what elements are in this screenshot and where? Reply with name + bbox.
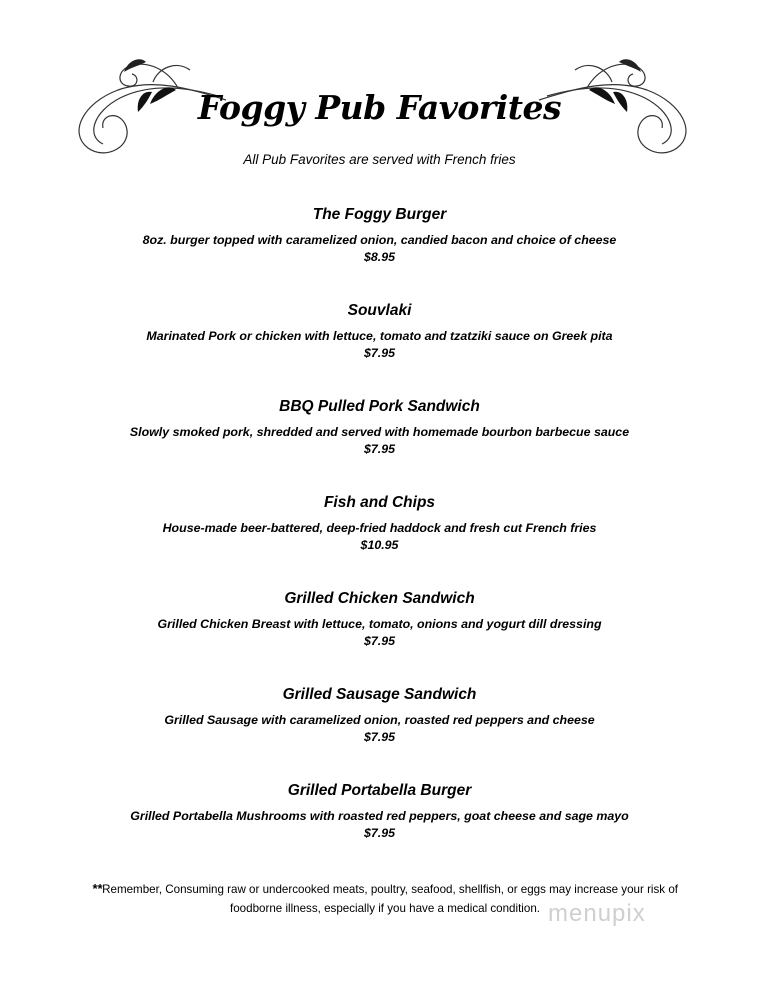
menu-subtitle: All Pub Favorites are served with French fries bbox=[243, 152, 516, 167]
item-name: Grilled Portabella Burger bbox=[287, 782, 472, 799]
menu-item bbox=[0, 204, 759, 300]
menu-title: Foggy Pub Favorites bbox=[197, 88, 562, 127]
notice-line-1: Remember, Consuming raw or undercooked meats, poultry, seafood, shellfish, or eggs may increase your risk of bbox=[102, 883, 678, 896]
item-description: Grilled Portabella Mushrooms with roasted red peppers, goat cheese and sage mayo bbox=[130, 809, 629, 823]
item-name: Grilled Sausage Sandwich bbox=[282, 686, 477, 703]
notice-asterisks: ** bbox=[92, 881, 103, 896]
menu-item-list bbox=[0, 204, 759, 876]
item-price: $8.95 bbox=[363, 250, 395, 264]
menu-item bbox=[0, 300, 759, 396]
item-price: $7.95 bbox=[363, 442, 395, 456]
menu-item bbox=[0, 684, 759, 780]
item-description: Grilled Sausage with caramelized onion, roasted red peppers and cheese bbox=[164, 713, 595, 727]
menu-item bbox=[0, 780, 759, 876]
item-name: BBQ Pulled Pork Sandwich bbox=[279, 398, 480, 415]
item-price: $10.95 bbox=[360, 538, 399, 552]
menu-item bbox=[0, 492, 759, 588]
item-name: Fish and Chips bbox=[323, 494, 436, 511]
item-price: $7.95 bbox=[363, 634, 395, 648]
item-description: Grilled Chicken Breast with lettuce, tomato, onions and yogurt dill dressing bbox=[157, 617, 602, 631]
item-name: Grilled Chicken Sandwich bbox=[284, 590, 475, 607]
item-name: Souvlaki bbox=[347, 302, 412, 319]
item-price: $7.95 bbox=[363, 346, 395, 360]
item-description: 8oz. burger topped with caramelized onion, candied bacon and choice of cheese bbox=[142, 233, 617, 247]
menupix-watermark: menupix bbox=[548, 900, 646, 927]
menu-item bbox=[0, 396, 759, 492]
item-price: $7.95 bbox=[363, 730, 395, 744]
item-description: House-made beer-battered, deep-fried haddock and fresh cut French fries bbox=[162, 521, 597, 535]
item-price: $7.95 bbox=[363, 826, 395, 840]
item-description: Slowly smoked pork, shredded and served with homemade bourbon barbecue sauce bbox=[129, 425, 630, 439]
notice-line-2: foodborne illness, especially if you have a medical condition. bbox=[230, 902, 540, 915]
item-name: The Foggy Burger bbox=[312, 206, 447, 223]
menu-item bbox=[0, 588, 759, 684]
item-description: Marinated Pork or chicken with lettuce, tomato and tzatziki sauce on Greek pita bbox=[146, 329, 613, 343]
